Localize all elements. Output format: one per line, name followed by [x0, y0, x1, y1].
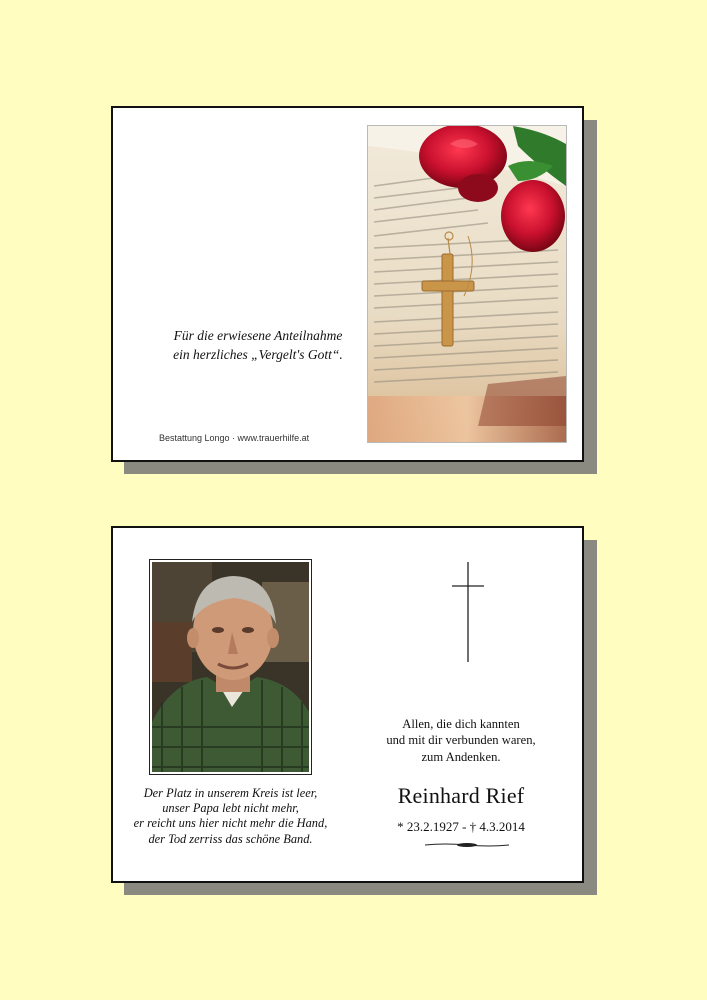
cross-icon: [452, 562, 484, 662]
memorial-poem: [123, 786, 338, 847]
thank-you-message: [113, 326, 403, 364]
ornament-divider-icon: [425, 842, 509, 848]
thank-you-card: [111, 106, 584, 462]
thank-you-line: Für die erwiesene Anteilnahme: [173, 328, 343, 343]
funeral-home-credit: Bestattung Longo · www.trauerhilfe.at: [159, 433, 310, 443]
poem-line: er reicht uns hier nicht mehr die Hand,: [133, 816, 328, 831]
thank-you-line: ein herzliches „Vergelt's Gott“.: [173, 347, 343, 362]
portrait-photo: [149, 559, 312, 775]
deceased-name: Reinhard Rief: [397, 783, 525, 808]
poem-line: unser Papa lebt nicht mehr,: [162, 801, 299, 816]
life-dates: * 23.2.1927 - † 4.3.2014: [397, 819, 525, 834]
bible-rose-photo: [367, 125, 567, 443]
dedication-line: zum Andenken.: [421, 749, 501, 764]
dedication-text: [361, 716, 561, 765]
poem-line: Der Platz in unserem Kreis ist leer,: [143, 786, 318, 800]
poem-line: der Tod zerriss das schöne Band.: [148, 831, 313, 846]
dedication-line: Allen, die dich kannten: [402, 717, 520, 731]
dedication-line: und mit dir verbunden waren,: [386, 733, 536, 748]
memorial-card: [111, 526, 584, 883]
